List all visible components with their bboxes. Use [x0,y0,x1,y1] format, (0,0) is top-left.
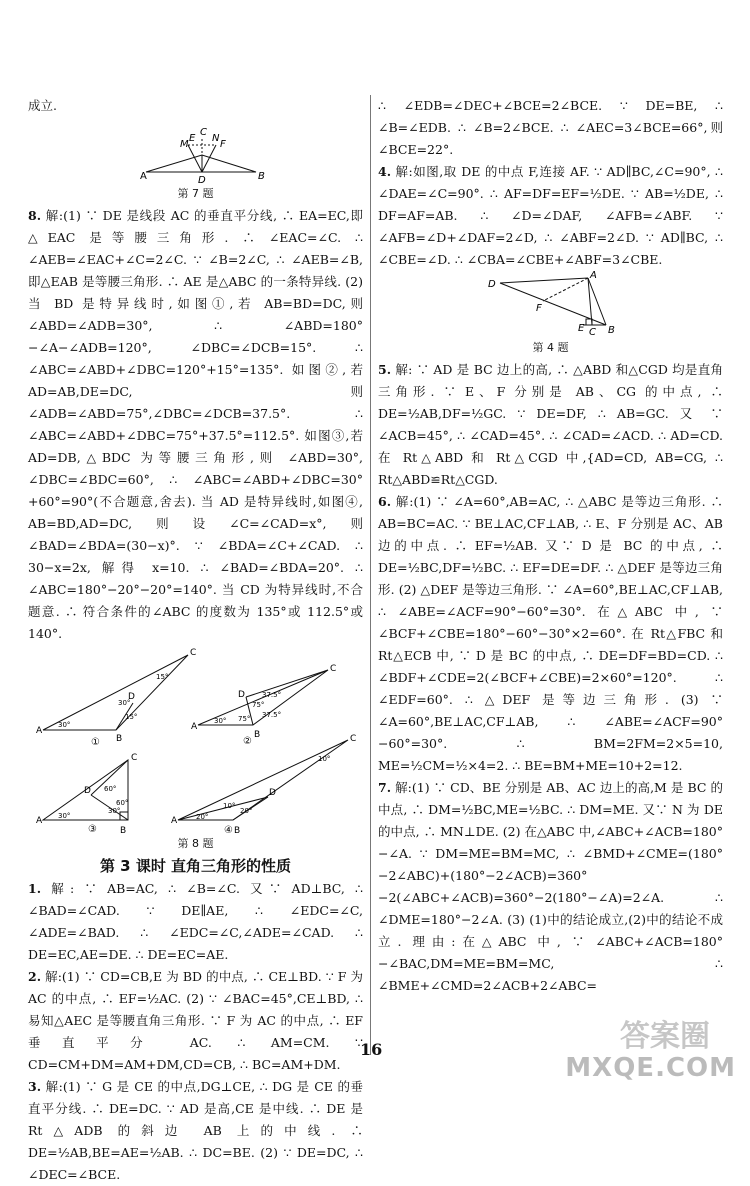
svg-text:30°: 30° [108,807,121,815]
question-number: 3. [28,1079,42,1094]
svg-text:75°: 75° [238,715,251,723]
question-1-text: 解: ∵ AB=AC, ∴ ∠B=∠C. 又∵ AD⊥BC, ∴ ∠BAD=∠CAD. ∵ DE∥AE, ∴ ∠EDC=∠C, ∠ADE=∠BAD. ∴ ∠EDC=∠C,∠ADE=∠CAD. ∴ DE=EC,AE=DE. ∴ DE=EC=AE. [28,881,363,962]
fig4-label-f: F [536,303,542,314]
figure-8-part-2 [191,664,336,747]
figure-8-part-1 [36,648,196,748]
figure-8 [28,645,363,835]
svg-text:20°: 20° [240,807,253,815]
fig7-label-c: C [200,127,207,138]
svg-text:B: B [254,730,261,740]
svg-text:D: D [128,692,135,702]
svg-text:D: D [238,690,245,700]
left-column [28,95,363,1186]
svg-text:B: B [120,826,127,835]
svg-text:75°: 75° [252,701,265,709]
question-6-text: 解:(1) ∵ ∠A=60°,AB=AC, ∴ △ABC 是等边三角形. ∴ AB=BC=AC. ∵ BE⊥AC,CF⊥AB, ∴ E、F 分别是 AC、AB 边的中点. ∴ EF=½AB. 又∵ D 是 BC 的中点, ∴ DE=½BC,DF=½BC. ∴ EF=DE=DF. ∴ △DEF 是等边三角形. (2) △DEF 是等边三角形. ∵ ∠A=60°,BE⊥AC,CF⊥AB, ∴ ∠ABE=∠ACF=90°−60°=30°. 在△ABC 中, ∵ ∠BCF+∠CBE=180°−60°−30°×2=60°. 在 Rt△FBC 和 Rt△ECB 中, ∵ D 是 BC 的中点, ∴ DE=DF=BD=CD. ∴ ∠BDF+∠CDE=2(∠BCF+∠CBE)=2×60°=120°. ∴ ∠EDF=60°. ∴ △DEF 是等边三角形. (3) ∵ ∠A=60°,BE⊥AC,CF⊥AB, ∴ ∠ABE=∠ACF=90°−60°=30°. ∴ BM=2FM=2×5=10, ME=½CM=½×4=2. ∴ BE=BM+ME=10+2=12. [378,494,723,773]
figure-8-caption: 第 8 题 [177,837,214,850]
question-number: 1. [28,881,42,896]
question-number: 7. [378,780,392,795]
svg-text:30°: 30° [58,721,71,729]
question-2 [28,966,363,1076]
fig7-label-m: M [180,139,189,150]
svg-text:15°: 15° [125,713,138,721]
question-8 [28,205,363,645]
fig4-label-d: D [488,279,496,290]
question-6 [378,491,723,777]
svg-text:15°: 15° [156,673,169,681]
fig7-label-d: D [198,175,206,185]
svg-text:C: C [131,753,138,763]
question-2-text: 解:(1) ∵ CD=CB,E 为 BD 的中点, ∴ CE⊥BD. ∵ F 为 AC 的中点, ∴ EF=½AC. (2) ∵ ∠BAC=45°,CE⊥BD, ∴ 易知△AEC 是等腰直角三角形. ∵ F 为 AC 的中点, ∴ EF 垂直平分 AC. ∴ AM=CM. ∵ CD=CM+DM=AM+DM,CD=CB, ∴ BC=AM+DM. [28,969,363,1072]
question-number: 2. [28,969,42,984]
fig4-label-b: B [608,325,615,336]
svg-text:A: A [191,722,198,732]
fig7-label-b: B [258,171,265,182]
question-number: 5. [378,362,392,377]
fig4-label-e: E [578,323,585,334]
question-7-text: 解:(1) ∵ CD、BE 分别是 AB、AC 边上的高,M 是 BC 的中点, ∴ DM=½BC,ME=½BC. ∴ DM=ME. 又∵ N 为 DE 的中点, ∴ MN⊥DE. (2) 在△ABC 中,∠ABC+∠ACB=180°−∠A. ∵ DM=ME=BM=MC, ∴ ∠BMD+∠CME=(180°−2∠ABC)+(180°−2∠ACB)=360°−2(∠ABC+∠ACB)=360°−2(180°−∠A)=2∠A. ∴ ∠DME=180°−2∠A. (3) (1)中的结论成立,(2)中的结论不成立. 理由:在△ABC 中, ∵ ∠ABC+∠ACB=180°−∠BAC,DM=ME=BM=MC, ∴ ∠BME+∠CMD=2∠ACB+2∠ABC= [378,780,723,993]
question-1 [28,878,363,966]
svg-text:30°: 30° [58,812,71,820]
svg-text:60°: 60° [104,785,117,793]
svg-text:D: D [84,786,91,796]
figure-8-part-4 [171,734,356,835]
svg-text:②: ② [243,736,252,747]
svg-text:60°: 60° [116,799,129,807]
figure-7-caption: 第 7 题 [177,187,214,200]
svg-text:30°: 30° [214,717,227,725]
svg-text:①: ① [91,737,100,748]
figure-4-caption: 第 4 题 [532,341,569,354]
fig7-label-n: N [212,133,220,144]
svg-text:B: B [234,826,241,835]
watermark-brand: 答案圈 [620,1019,710,1054]
fig4-label-c: C [589,327,596,338]
figure-7 [28,117,363,185]
svg-text:A: A [36,816,43,826]
question-7 [378,777,723,997]
watermark-url: MXQE.COM [565,1053,736,1083]
question-5-text: 解: ∵ AD 是 BC 边上的高, ∴ △ABD 和△CGD 均是直角三角形. ∵ E、F 分别是 AB、CG 的中点, ∴ DE=½AB,DF=½GC. ∵ DE=DF, ∴ AB=GC. 又 ∵ ∠ACB=45°, ∴ ∠CAD=45°. ∴ ∠CAD=∠ACD. ∴ AD=CD. 在 Rt△ABD 和 Rt△CGD 中,{AD=CD, AB=CG, ∴ Rt△ABD≌Rt△CGD. [378,362,723,487]
figure-4 [378,271,723,339]
question-number: 6. [378,494,392,509]
fig7-label-a: A [140,171,147,182]
svg-text:④: ④ [224,825,233,835]
svg-text:37.5°: 37.5° [262,711,282,719]
section-title: 第 3 课时 直角三角形的性质 [99,857,292,875]
question-8-text: 解:(1) ∵ DE 是线段 AC 的垂直平分线, ∴ EA=EC,即△EAC 是等腰三角形. ∴ ∠EAC=∠C. ∴ ∠AEB=∠EAC+∠C=2∠C. ∵ ∠B=2∠C, ∴ ∠AEB=∠B,即△EAB 是等腰三角形. ∴ AE 是△ABC 的一条特异线. (2) 当 BD 是特异线时,如图①,若 AB=BD=DC,则 ∠ABD=∠ADB=30°, ∴ ∠ABD=180°−∠A−∠ADB=120°, ∠DBC=∠DCB=15°. ∴ ∠ABC=∠ABD+∠DBC=120°+15°=135°. 如图②,若 AD=AB,DE=DC,则∠ADB=∠ABD=75°,∠DBC=∠DCB=37.5°. ∴ ∠ABC=∠ABD+∠DBC=75°+37.5°=112.5°. 如图③,若 AD=DB,△BDC 为等腰三角形,则 ∠ABD=30°, ∠DBC=∠BDC=60°, ∴ ∠ABC=∠ABD+∠DBC=30°+60°=90°(不合题意,舍去). 当 AD 是特异线时,如图④, AB=BD,AD=DC,则设∠C=∠CAD=x°,则∠BAD=∠BDA=(30−x)°. ∵ ∠BDA=∠C+∠CAD. ∴ 30−x=2x, 解得 x=10. ∴ ∠BAD=∠BDA=20°. ∴ ∠ABC=180°−20°−20°=140°. 当 CD 为特异线时,不合题意. ∴ 符合条件的∠ABC 的度数为 135°或 112.5°或 140°. [28,208,363,641]
svg-text:B: B [116,734,123,744]
svg-text:10°: 10° [318,755,331,763]
question-number: 4. [378,164,392,179]
page-number: 16 [360,1040,383,1059]
fig4-label-a: A [590,271,597,281]
svg-text:③: ③ [88,824,97,835]
svg-text:10°: 10° [223,802,236,810]
svg-text:D: D [269,788,276,798]
question-number: 8. [28,208,42,223]
svg-text:C: C [350,734,357,744]
svg-text:20°: 20° [196,813,209,821]
svg-text:30°: 30° [118,699,131,707]
fig7-label-e: E [189,133,196,144]
svg-text:A: A [36,726,43,736]
fig7-label-f: F [220,139,226,150]
paragraph-continuation: 成立. [28,98,57,113]
svg-text:37.5°: 37.5° [262,691,282,699]
svg-text:C: C [190,648,197,658]
figure-8-part-3 [36,753,137,835]
svg-text:A: A [171,816,178,826]
column-divider [370,95,371,1055]
svg-text:C: C [330,664,337,674]
question-5 [378,359,723,491]
question-3-text: 解:(1) ∵ G 是 CE 的中点,DG⊥CE, ∴ DG 是 CE 的垂直平分线. ∴ DE=DC. ∵ AD 是高,CE 是中线. ∴ DE 是 Rt△ADB 的斜边 AB 上的中线. ∴ DE=½AB,BE=AE=½AB. ∴ DC=BE. (2) ∵ DE=DC, ∴ ∠DEC=∠BCE. [28,1079,364,1182]
question-4 [378,161,723,271]
right-column [378,95,723,997]
question-3-continuation: ∴ ∠EDB=∠DEC+∠BCE=2∠BCE. ∵ DE=BE, ∴ ∠B=∠EDB. ∴ ∠B=2∠BCE. ∴ ∠AEC=3∠BCE=66°,则∠BCE=22°. [378,98,723,157]
question-4-text: 解:如图,取 DE 的中点 F,连接 AF. ∵ AD∥BC,∠C=90°, ∴ ∠DAE=∠C=90°. ∴ AF=DF=EF=½DE. ∵ AB=½DE, ∴ DF=AF=AB. ∴ ∠D=∠DAF, ∠AFB=∠ABF. ∵ ∠AFB=∠D+∠DAF=2∠D, ∴ ∠ABF=2∠D. ∵ AD∥BC, ∴ ∠CBE=∠D. ∴ ∠CBA=∠CBE+∠ABF=3∠CBE. [378,164,723,267]
